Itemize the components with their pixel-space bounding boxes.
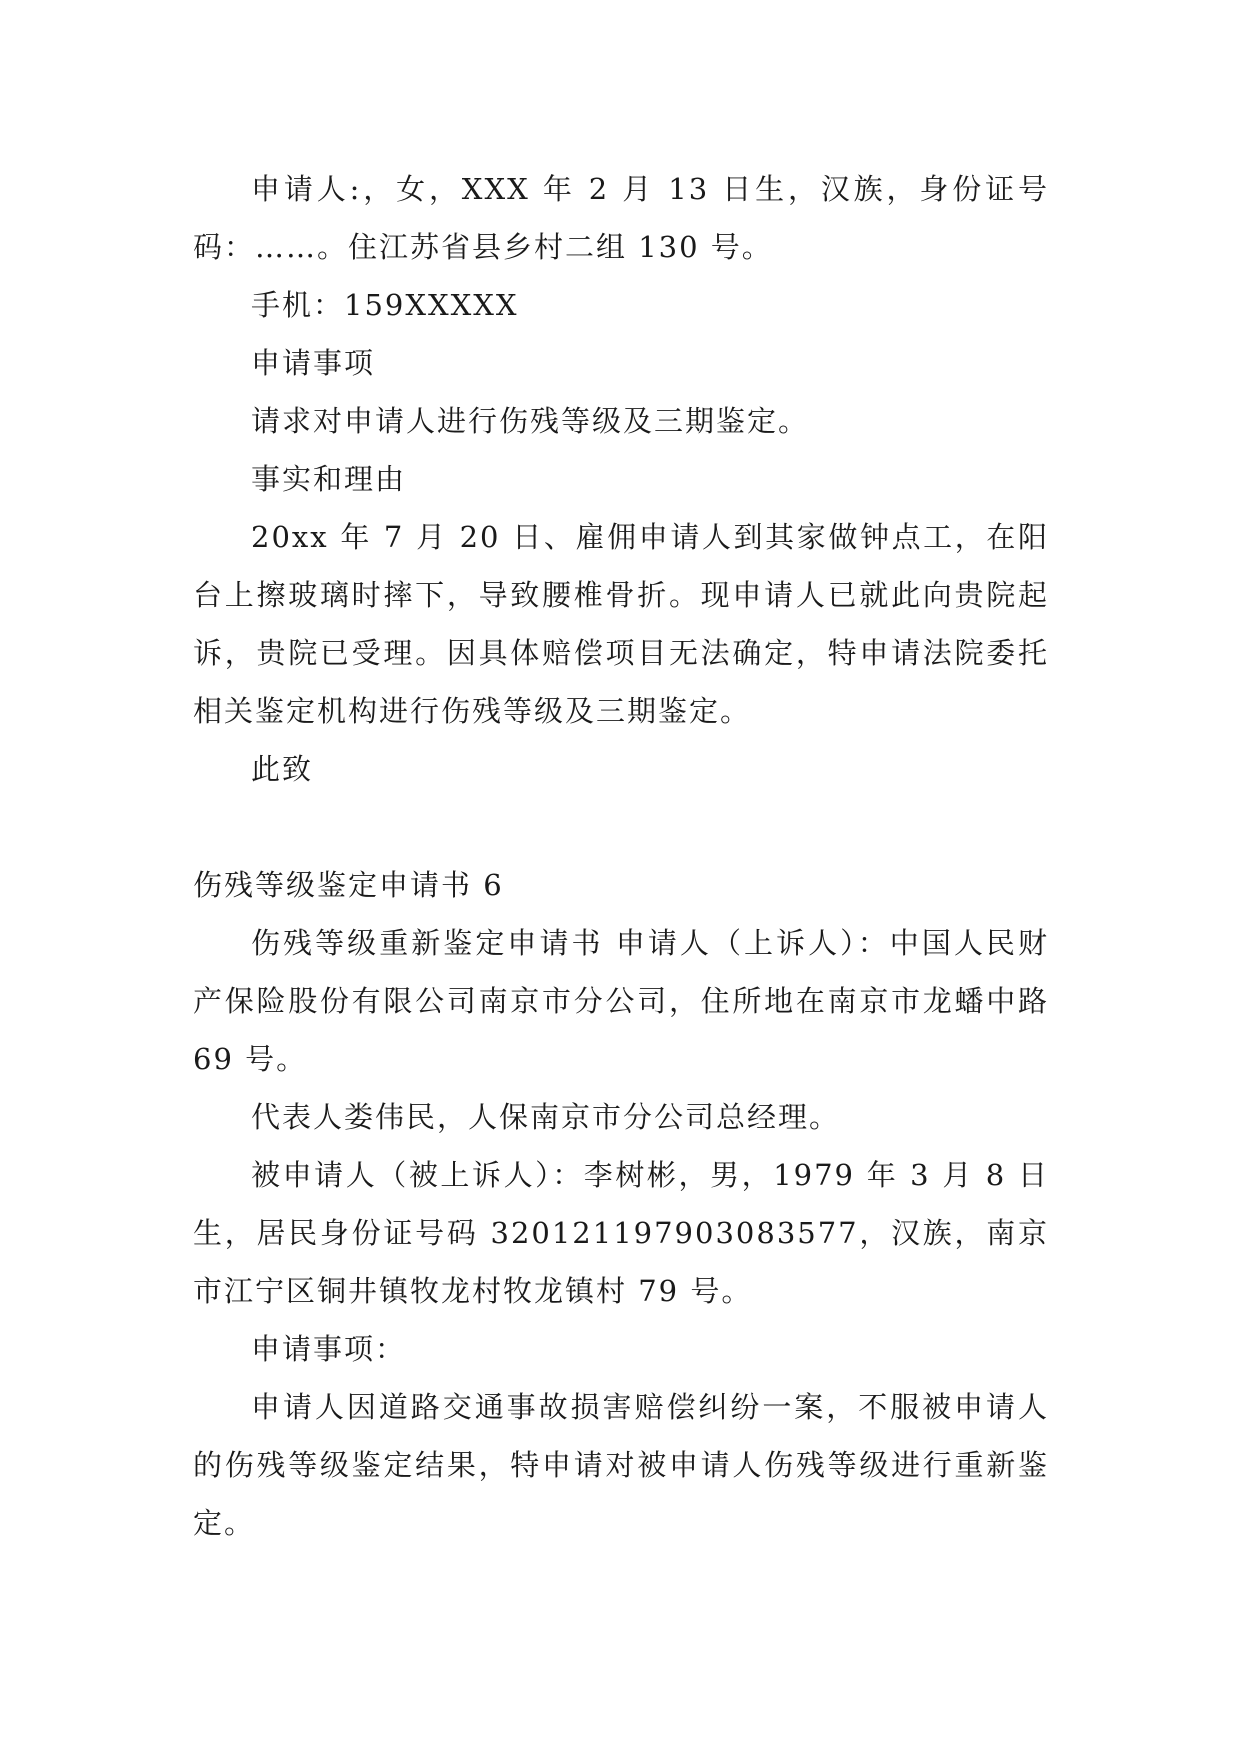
request-content: 请求对申请人进行伤残等级及三期鉴定。 bbox=[251, 404, 810, 438]
representative-line: 代表人娄伟民，人保南京市分公司总经理。 bbox=[251, 1100, 841, 1134]
facts-heading: 事实和理由 bbox=[251, 462, 407, 496]
applicant-info: 申请人:，女，XXX 年 2 月 13 日生，汉族，身份证号码：……。住江苏省县乡村二组 130 号。 bbox=[193, 172, 1049, 264]
document-body bbox=[193, 160, 1049, 1552]
respondent-info: 被申请人（被上诉人）：李树彬，男，1979 年 3 月 8 日生，居民身份证号码 320121197903083577，汉族，南京市江宁区铜井镇牧龙村牧龙镇村 79 号。 bbox=[193, 1158, 1049, 1308]
request-heading-2: 申请事项： bbox=[251, 1332, 407, 1366]
closing-salutation: 此致 bbox=[251, 752, 314, 786]
applicant-company: 伤残等级重新鉴定申请书 申请人（上诉人）：中国人民财产保险股份有限公司南京市分公司，住所地在南京市龙蟠中路 69 号。 bbox=[193, 926, 1049, 1076]
section-heading: 伤残等级鉴定申请书 6 bbox=[193, 868, 504, 902]
phone-line: 手机：159XXXXX bbox=[251, 288, 519, 322]
facts-content: 20xx 年 7 月 20 日、雇佣申请人到其家做钟点工，在阳台上擦玻璃时摔下，导致腰椎骨折。现申请人已就此向贵院起诉，贵院已受理。因具体赔偿项目无法确定，特申请法院委托相关鉴定机构进行伤残等级及三期鉴定。 bbox=[193, 520, 1049, 728]
request-content-2: 申请人因道路交通事故损害赔偿纠纷一案，不服被申请人的伤残等级鉴定结果，特申请对被申请人伤残等级进行重新鉴定。 bbox=[193, 1390, 1049, 1540]
section-gap bbox=[193, 798, 1049, 856]
request-heading: 申请事项 bbox=[251, 346, 376, 380]
